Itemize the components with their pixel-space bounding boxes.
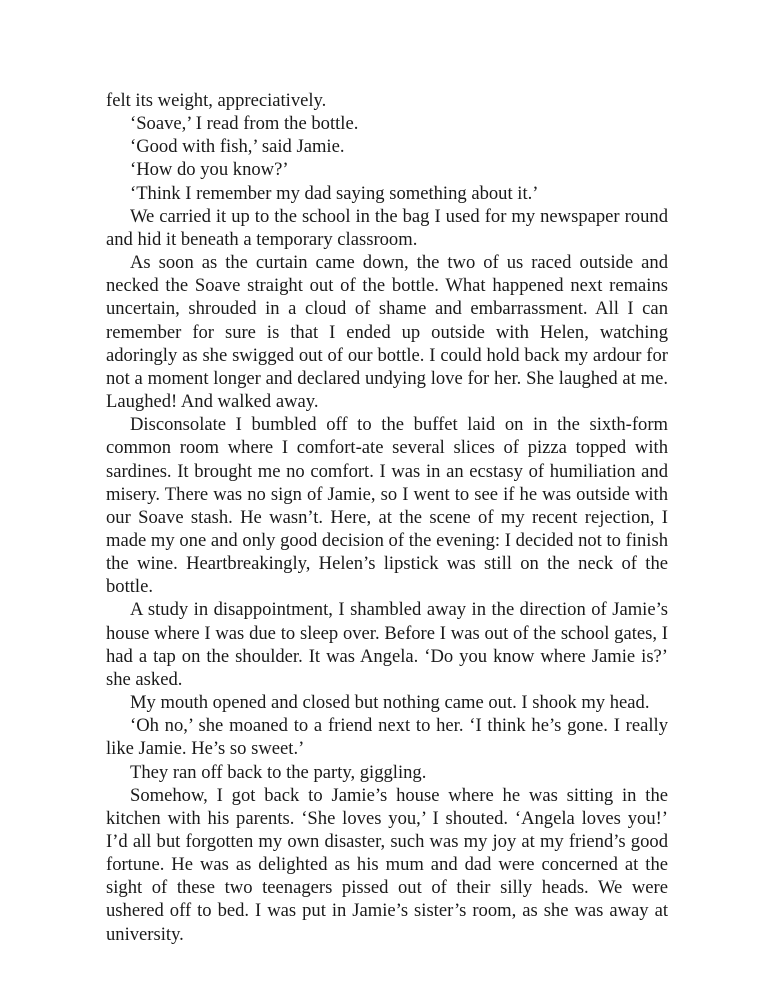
paragraph-disconsolate: Disconsolate I bumbled off to the buffet laid on in the sixth-form common room where I comfort-ate several slices of pizza topped with sardines. It brought me no comfort. I was in an ecstasy of humiliation and misery. There was no sign of Jamie, so I went to see if he was outside with our Soave stash. He wasn’t. Here, at the scene of my recent rejection, I made my one and only good decision of the evening: I decided not to finish the wine. Heartbreakingly, Helen’s lipstick was still on the neck of the bottle. xyxy=(106,414,668,598)
paragraph-somehow: Somehow, I got back to Jamie’s house where he was sitting in the kitchen with his parents. ‘She loves you,’ I shouted. ‘Angela loves you!’ I’d all but forgotten my own disaster, such was my joy at my friend’s good fortune. He was as delighted as his mum and dad were concerned at the sight of these two teenagers pissed out of their silly heads. We were ushered off to bed. I was put in Jamie’s sister’s room, as she was away at university. xyxy=(106,784,668,945)
paragraph-curtain-down: As soon as the curtain came down, the two of us raced outside and necked the Soave straight out of the bottle. What happened next remains uncertain, shrouded in a cloud of shame and embarrassment. All I can remember for sure is that I ended up outside with Helen, watching adoringly as she swigged out of our bottle. I could hold back my ardour for not a moment longer and declared undying love for her. She laughed at me. Laughed! And walked away. xyxy=(106,252,668,413)
paragraph-ran-off: They ran off back to the party, giggling. xyxy=(130,761,427,783)
page-body xyxy=(106,89,668,946)
paragraph-carried-bottle: We carried it up to the school in the bag I used for my newspaper round and hid it beneath a temporary classroom. xyxy=(106,205,668,250)
paragraph-dialogue-question: ‘How do you know?’ xyxy=(130,159,289,181)
paragraph-dialogue-fish: ‘Good with fish,’ said Jamie. xyxy=(130,136,345,158)
paragraph-mouth-opened: My mouth opened and closed but nothing came out. I shook my head. xyxy=(130,692,650,714)
paragraph-dialogue-soave: ‘Soave,’ I read from the bottle. xyxy=(130,113,359,135)
paragraph-dialogue-dad: ‘Think I remember my dad saying something about it.’ xyxy=(130,182,539,204)
paragraph-disappointment: A study in disappointment, I shambled away in the direction of Jamie’s house where I was due to sleep over. Before I was out of the school gates, I had a tap on the shoulder. It was Angela. ‘Do you know where Jamie is?’ she asked. xyxy=(106,599,668,690)
paragraph-oh-no: ‘Oh no,’ she moaned to a friend next to her. ‘I think he’s gone. I really like Jamie. He’s so sweet.’ xyxy=(106,715,668,760)
paragraph-continuation: felt its weight, appreciatively. xyxy=(106,90,327,111)
